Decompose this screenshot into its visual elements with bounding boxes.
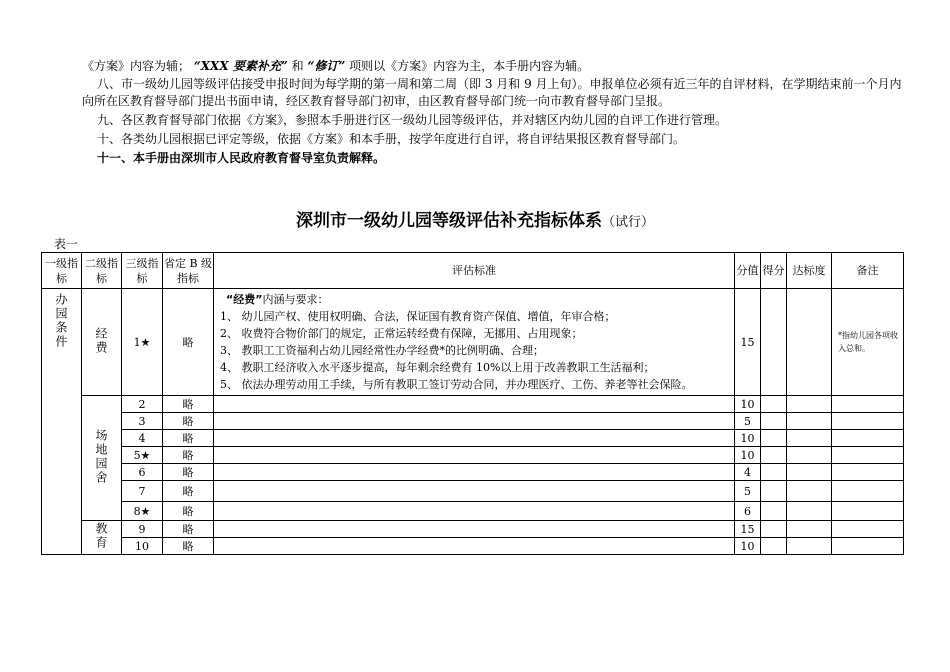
criteria-cell xyxy=(214,413,735,430)
score-cell: 5 xyxy=(735,481,761,502)
title-sub: （试行） xyxy=(601,215,654,230)
reach-cell xyxy=(787,481,832,502)
reach-cell xyxy=(787,396,832,413)
table-row xyxy=(42,521,904,538)
provB-cell: 略 xyxy=(163,538,214,555)
criteria-cell xyxy=(214,521,735,538)
criteria-title-bold: “经费” xyxy=(226,293,263,306)
got-cell xyxy=(761,481,787,502)
table-row xyxy=(42,502,904,521)
criteria-title-rest: 内涵与要求： xyxy=(262,293,329,306)
lvl3-cell: 9 xyxy=(122,521,163,538)
got-cell xyxy=(761,447,787,464)
reach-cell xyxy=(787,538,832,555)
lvl3-cell: 6 xyxy=(122,464,163,481)
note-cell xyxy=(832,464,904,481)
note-cell xyxy=(832,430,904,447)
got-cell xyxy=(761,521,787,538)
score-cell: 10 xyxy=(735,447,761,464)
p1-text-a: 《方案》内容为辅； xyxy=(82,59,191,73)
score-cell: 10 xyxy=(735,430,761,447)
lvl3-cell: 5★ xyxy=(122,447,163,464)
paragraph-8: 八、市一级幼儿园等级评估接受申报时间为每学期的第一周和第二周（即 3 月和 9 月上旬）。申报单位必须有近三年的自评材料，在学期结束前一个月内向所在区教育督导部门提出书面申请，经区教育督导部门初审，由区教育督导部门统一向市教育督导部门呈报。 xyxy=(82,77,902,108)
criteria-item: 3、 教职工工资福利占幼儿园经常性办学经费*的比例明确、合理； xyxy=(220,344,544,357)
lvl3-cell: 4 xyxy=(122,430,163,447)
got-cell xyxy=(761,538,787,555)
reach-cell xyxy=(787,447,832,464)
header-lvl1: 一级指标 xyxy=(42,253,82,289)
paragraph-10: 十、各类幼儿园根据已评定等级，依据《方案》和本手册，按学年度进行自评，将自评结果报区教育督导部门。 xyxy=(97,132,686,146)
lvl2-education-label: 教育 xyxy=(94,522,108,550)
table-row xyxy=(42,413,904,430)
reach-cell xyxy=(787,502,832,521)
p1-text-b: 项则以《方案》内容为主，本手册内容为辅。 xyxy=(349,59,590,73)
lvl3-cell: 2 xyxy=(122,396,163,413)
lvl2-site xyxy=(82,396,122,521)
lvl2-site-label: 场地园舍 xyxy=(94,428,108,485)
table-row xyxy=(42,289,904,396)
header-criteria: 评估标准 xyxy=(214,253,735,289)
p1-em-revision: “修订” xyxy=(307,59,346,73)
provB-cell: 略 xyxy=(163,521,214,538)
provB-cell: 略 xyxy=(163,447,214,464)
header-note: 备注 xyxy=(832,253,904,289)
intro-line-1 xyxy=(82,58,589,75)
criteria-cell xyxy=(214,396,735,413)
note-cell xyxy=(832,521,904,538)
table-header-row xyxy=(42,253,904,289)
criteria-item: 2、 收费符合物价部门的规定，正常运转经费有保障，无挪用、占用现象； xyxy=(220,327,583,340)
criteria-cell xyxy=(214,538,735,555)
criteria-cell xyxy=(214,447,735,464)
note-cell xyxy=(832,502,904,521)
provB-cell: 略 xyxy=(163,502,214,521)
note-cell xyxy=(832,447,904,464)
score-cell: 15 xyxy=(735,289,761,396)
table-row xyxy=(42,430,904,447)
evaluation-table xyxy=(41,252,904,555)
header-got: 得分 xyxy=(761,253,787,289)
header-lvl3: 三级指标 xyxy=(122,253,163,289)
lvl3-cell: 8★ xyxy=(122,502,163,521)
reach-cell xyxy=(787,464,832,481)
criteria-item: 1、 幼儿园产权、使用权明确、合法，保证国有教育资产保值、增值，年审合格； xyxy=(220,310,616,323)
lvl3-cell: 1★ xyxy=(122,289,163,396)
criteria-cell xyxy=(214,289,735,396)
score-cell: 10 xyxy=(735,396,761,413)
p1-and: 和 xyxy=(291,59,304,73)
lvl3-cell: 7 xyxy=(122,481,163,502)
lvl2-funding xyxy=(82,289,122,396)
got-cell xyxy=(761,396,787,413)
got-cell xyxy=(761,289,787,396)
score-cell: 6 xyxy=(735,502,761,521)
header-score: 分值 xyxy=(735,253,761,289)
paragraph-11: 十一、本手册由深圳市人民政府教育督导室负责解释。 xyxy=(97,151,386,165)
table-label: 表一 xyxy=(54,237,79,251)
criteria-cell xyxy=(214,464,735,481)
note-cell xyxy=(832,538,904,555)
got-cell xyxy=(761,464,787,481)
header-lvl2: 二级指标 xyxy=(82,253,122,289)
got-cell xyxy=(761,502,787,521)
criteria-item: 5、 依法办理劳动用工手续，与所有教职工签订劳动合同，并办理医疗、工伤、养老等社会保险。 xyxy=(220,378,693,391)
provB-cell: 略 xyxy=(163,464,214,481)
criteria-cell xyxy=(214,430,735,447)
lvl3-cell: 10 xyxy=(122,538,163,555)
score-cell: 4 xyxy=(735,464,761,481)
provB-cell: 略 xyxy=(163,481,214,502)
provB-cell: 略 xyxy=(163,289,214,396)
table-row xyxy=(42,538,904,555)
table-row xyxy=(42,464,904,481)
criteria-cell xyxy=(214,481,735,502)
criteria-cell xyxy=(214,502,735,521)
lvl2-education xyxy=(82,521,122,555)
table-row xyxy=(42,481,904,502)
table-row xyxy=(42,447,904,464)
score-cell: 5 xyxy=(735,413,761,430)
got-cell xyxy=(761,413,787,430)
score-cell: 15 xyxy=(735,521,761,538)
provB-cell: 略 xyxy=(163,396,214,413)
lvl3-cell: 3 xyxy=(122,413,163,430)
note-cell xyxy=(832,481,904,502)
header-provB: 省定 B 级指标 xyxy=(163,253,214,289)
lvl1-cell xyxy=(42,289,82,555)
paragraph-9: 九、各区教育督导部门依据《方案》，参照本手册进行区一级幼儿园等级评估，并对辖区内幼儿园的自评工作进行管理。 xyxy=(97,113,728,127)
score-cell: 10 xyxy=(735,538,761,555)
page-title xyxy=(0,206,950,231)
provB-cell: 略 xyxy=(163,430,214,447)
header-reach: 达标度 xyxy=(787,253,832,289)
reach-cell xyxy=(787,289,832,396)
table-row xyxy=(42,396,904,413)
provB-cell: 略 xyxy=(163,413,214,430)
reach-cell xyxy=(787,521,832,538)
p1-em-supplement: “XXX 要素补充” xyxy=(193,59,288,73)
note-cell: *指幼儿园各项收入总和。 xyxy=(832,289,904,396)
note-cell xyxy=(832,413,904,430)
title-main: 深圳市一级幼儿园等级评估补充指标体系 xyxy=(295,211,602,231)
criteria-item: 4、 教职工经济收入水平逐步提高，每年剩余经费有 10%以上用于改善教职工生活福利； xyxy=(220,361,655,374)
got-cell xyxy=(761,430,787,447)
reach-cell xyxy=(787,413,832,430)
reach-cell xyxy=(787,430,832,447)
lvl2-funding-label: 经费 xyxy=(94,326,108,355)
note-cell xyxy=(832,396,904,413)
criteria-heading xyxy=(220,291,734,308)
lvl1-label: 办园条件 xyxy=(54,293,68,349)
